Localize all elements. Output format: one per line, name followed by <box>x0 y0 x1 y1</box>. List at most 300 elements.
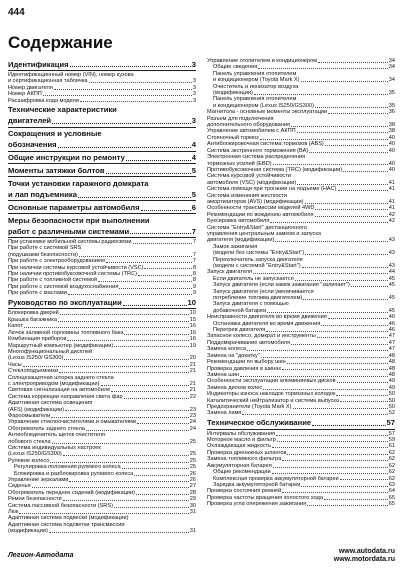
toc-entry-title: Управление автомобилем с АКПП <box>207 128 296 135</box>
dot-leader <box>340 479 388 480</box>
toc-page-number: 40 <box>388 141 395 148</box>
dot-leader <box>114 507 189 508</box>
toc-page-number: 26 <box>189 470 196 477</box>
toc-entry-title: Электронная система распределения <box>207 154 306 161</box>
dot-leader <box>272 473 388 474</box>
dot-leader <box>297 184 387 185</box>
toc-entry-title: Проверка дренажных шлангов <box>207 449 287 456</box>
toc-page-number: 48 <box>388 359 395 366</box>
toc-page-number: 27 <box>189 483 196 490</box>
toc-page-number: 62 <box>388 469 395 476</box>
toc-entry <box>8 528 196 534</box>
toc-entry-title: Номер двигателя <box>8 84 53 91</box>
dot-leader <box>242 414 387 415</box>
dot-leader <box>43 95 192 96</box>
toc-right-column <box>207 58 395 508</box>
toc-entry-title: двигателей <box>8 116 52 126</box>
toc-entry-title: Моменты затяжки болтов <box>8 165 105 175</box>
toc-section-heading <box>8 180 196 188</box>
toc-entry-title: Обогреватель передних сидений (модификации) <box>8 489 136 496</box>
toc-entry-title: обозначения <box>8 140 57 150</box>
toc-page-number: 49 <box>388 378 395 385</box>
toc-entry-title: Антиблокировочная система тормозов (ABS) <box>207 141 324 148</box>
toc-page-number: 47 <box>388 346 395 353</box>
toc-entry-title: Панель управления отопителем <box>213 96 297 103</box>
dot-leader <box>317 337 388 338</box>
dot-leader <box>260 139 388 140</box>
toc-page-number: 9 <box>192 290 196 297</box>
toc-entry-title: дополнительного оборудования <box>207 122 290 129</box>
dot-leader <box>328 318 388 319</box>
toc-page-number: 45 <box>388 295 395 302</box>
toc-entry-title: автомобиля (VSC) (модификации) <box>207 179 297 186</box>
dot-leader <box>63 500 189 501</box>
toc-entry-title: Проверка частоты вращения холостого хода <box>207 494 323 501</box>
toc-page-number: 41 <box>388 205 395 212</box>
toc-entry-title: Управление зеркалами <box>8 477 69 484</box>
toc-page-number: 28 <box>189 489 196 496</box>
dot-leader <box>297 132 388 133</box>
dot-leader <box>263 389 388 390</box>
toc-entry-title: (AFS) (модификации) <box>8 406 64 413</box>
toc-entry-title: Панель управления отопителем <box>213 70 297 77</box>
toc-page-number: 38 <box>388 128 395 135</box>
toc-page-number: 16 <box>189 336 196 343</box>
toc-entry-title: Рулевое колесо <box>8 457 50 464</box>
dot-leader <box>305 203 388 204</box>
section-rule <box>8 237 196 238</box>
toc-entry-title: Каталитический нейтрализатор и система выпуска <box>207 397 340 404</box>
toc-page-number: 44 <box>388 269 395 276</box>
dot-leader <box>64 359 188 360</box>
toc-page-number: 36 <box>388 109 395 116</box>
toc-page-number: 16 <box>189 323 196 330</box>
toc-page-number: 25 <box>189 438 196 445</box>
toc-entry-title: При работе с топливной системой <box>8 277 98 284</box>
dot-leader <box>123 305 187 306</box>
toc-page-number: 10 <box>189 310 196 317</box>
toc-entry-title: Рекомендации по вождению автомобиля <box>207 211 314 218</box>
toc-section-heading <box>8 106 196 114</box>
toc-page-number: 7 <box>192 238 196 245</box>
dot-leader <box>267 312 387 313</box>
dot-leader <box>247 350 388 351</box>
dot-leader <box>106 262 192 263</box>
toc-page-number: 40 <box>388 147 395 154</box>
dot-leader <box>60 314 189 315</box>
toc-page-number: 42 <box>388 211 395 218</box>
dot-leader <box>324 499 388 500</box>
toc-entry-title: добавочной батареи <box>213 307 267 314</box>
toc-page-number: 62 <box>388 456 395 463</box>
dot-leader <box>133 243 192 244</box>
dot-leader <box>134 475 189 476</box>
toc-entry-title: (модификации) <box>213 90 253 97</box>
dot-leader <box>52 443 189 444</box>
toc-entry-title: Запуск двигателя <box>207 269 253 276</box>
toc-entry-title: Особенности трансмиссии моделей 4WD <box>207 205 315 212</box>
dot-leader <box>32 487 189 488</box>
toc-page-number: 25 <box>189 464 196 471</box>
dot-leader <box>337 382 388 383</box>
dot-leader <box>50 462 188 463</box>
toc-entry-title: Часы <box>8 361 22 368</box>
toc-entry-title: Замена на "докатку" <box>207 352 260 359</box>
toc-page-number: 30 <box>189 502 196 509</box>
dot-leader <box>307 505 388 506</box>
toc-entry <box>8 290 196 296</box>
toc-page-number: 40 <box>388 166 395 173</box>
toc-entry-title: и кондиционером (Toyota Mark X) <box>213 77 300 84</box>
toc-entry-title: Основные параметры автомобиля <box>8 202 140 212</box>
toc-entry-title: Сокращения и условные <box>8 129 102 139</box>
toc-page-number: 3 <box>192 91 196 98</box>
dot-leader <box>340 401 388 402</box>
dot-leader <box>124 334 188 335</box>
toc-entry-title: Переключатель запуска двигателя <box>213 256 303 263</box>
toc-entry-title: Общие рекомендации <box>213 469 271 476</box>
toc-entry-title: Солнцезащитная шторка заднего стекла <box>8 374 114 381</box>
toc-page-number: 21 <box>189 368 196 375</box>
toc-entry-title: Система индивидуальных настроек <box>8 445 101 451</box>
dot-leader <box>240 376 388 377</box>
dot-leader <box>124 398 189 399</box>
dot-leader <box>291 344 388 345</box>
toc-page-number: 21 <box>189 361 196 368</box>
toc-entry-title: Система экстренного торможения (ВА) <box>207 147 309 154</box>
toc-page-number: 15 <box>189 316 196 323</box>
dot-leader <box>54 89 192 90</box>
toc-page-number: 6 <box>191 202 196 212</box>
dot-leader <box>309 152 388 153</box>
toc-page-number: 7 <box>191 226 196 236</box>
dot-leader <box>24 327 189 328</box>
dot-leader <box>126 160 191 161</box>
dot-leader <box>343 171 388 172</box>
toc-entry-title: Блокировка и разблокировка рулевого колеса <box>14 470 134 477</box>
toc-entry-title: потребление топлива двигателем) <box>213 295 303 302</box>
toc-entry-title: (подушками безопасности) <box>8 251 78 258</box>
toc-entry-title: Охлаждающая жидкость <box>207 443 272 450</box>
toc-entry-title: Моторное масло и фильтр <box>207 437 276 444</box>
toc-page-number: 62 <box>388 449 395 456</box>
toc-entry-title: Запасное колесо, домкрат и инструменты <box>207 333 316 340</box>
toc-entry-title: Запуск двигателя (если замок зажигания "залипает") <box>213 282 350 289</box>
dot-leader <box>275 241 387 242</box>
toc-page-number: 3 <box>191 59 196 69</box>
dot-leader <box>315 209 387 210</box>
dot-leader <box>328 113 388 114</box>
toc-entry-title: Система помощи при трогании на подъеме (HAC) <box>207 186 337 193</box>
toc-entry-title: Идентификация <box>8 59 69 69</box>
toc-entry-title: с электроприводом (модификации) <box>8 380 100 387</box>
toc-page-number: 21 <box>189 387 196 394</box>
toc-page-number: 65 <box>388 494 395 501</box>
dot-leader <box>101 385 189 386</box>
toc-page-number: 21 <box>189 380 196 387</box>
dot-leader <box>111 391 189 392</box>
dot-leader <box>325 145 388 146</box>
website-link[interactable]: www.autodata.ru <box>338 548 395 555</box>
toc-entry-title: При работе с системой SRS <box>8 245 82 252</box>
toc-entry-title: Ремни безопасности <box>8 496 62 503</box>
toc-entry-title: Система изменения жесткости <box>207 192 288 199</box>
toc-entry-title: При наличии противобуксовочной системы (TRC) <box>8 270 137 277</box>
toc-entry-title: Общие инструкции по ремонту <box>8 153 125 163</box>
toc-entry-title: Замена ламп <box>207 410 242 417</box>
toc-page-number: 8 <box>192 264 196 271</box>
toc-page-number: 3 <box>192 97 196 104</box>
toc-section-heading <box>207 419 395 427</box>
toc-page-number: 45 <box>388 275 395 282</box>
toc-entry-title: Расшифровка кода модели <box>8 97 79 104</box>
toc-page-number: 4 <box>191 153 196 163</box>
toc-page-number: 59 <box>388 437 395 444</box>
dot-leader <box>86 430 189 431</box>
toc-page-number: 3 <box>191 116 196 126</box>
toc-page-number: 40 <box>388 160 395 167</box>
toc-page-number: 34 <box>388 64 395 71</box>
toc-entry-title: Стеклоподъемники <box>8 368 58 375</box>
toc-page-number: 57 <box>386 418 395 428</box>
toc-entry-title: Система коррекции направления света фар <box>8 393 123 400</box>
dot-leader <box>303 299 387 300</box>
toc-entry-title: Замена дисков колес <box>207 384 263 391</box>
toc-section-heading <box>8 217 196 225</box>
section-rule <box>8 151 196 152</box>
toc-entry-title: Предохранители (Toyota Mark X) <box>207 403 292 410</box>
toc-entry-title: Сиденья <box>8 483 31 490</box>
toc-entry-title: Точки установки гаражного домкрата <box>8 178 149 188</box>
toc-page-number: 29 <box>189 496 196 503</box>
dot-leader <box>315 216 388 217</box>
toc-entry-title: Запуск двигателя (если увеличивается <box>213 288 314 295</box>
toc-page-number: 63 <box>388 481 395 488</box>
toc-page-number: 25 <box>189 457 196 464</box>
toc-page-number: 22 <box>189 393 196 400</box>
toc-entry-title: Техническое обслуживание <box>207 418 312 428</box>
page-number: 444 <box>8 7 25 18</box>
toc-entry-title: Световая сигнализация на автомобиле <box>8 387 111 394</box>
dot-leader <box>258 68 388 69</box>
dot-leader <box>273 467 388 468</box>
dot-leader <box>119 288 192 289</box>
toc-page-number: 34 <box>388 58 395 64</box>
toc-entry-title: При работе с маслами <box>8 290 67 297</box>
toc-page-number: 7 <box>192 251 196 258</box>
dot-leader <box>122 468 189 469</box>
toc-page-number: 62 <box>388 462 395 469</box>
toc-entry-title: Люк <box>8 509 19 516</box>
dot-leader <box>130 233 191 234</box>
dot-leader <box>80 101 192 102</box>
toc-page-number: 16 <box>189 329 196 336</box>
section-rule <box>8 176 196 177</box>
toc-entry-title: Противобуксовочная система (TRC) (модификации) <box>207 166 343 173</box>
toc-page-number: 8 <box>192 270 196 277</box>
toc-entry-title: Остановка двигателя во время движения <box>213 320 321 327</box>
dot-leader <box>114 346 189 347</box>
dot-leader <box>136 494 189 495</box>
toc-page-number: 41 <box>388 179 395 186</box>
toc-page-number: 43 <box>388 250 395 257</box>
toc-section-heading <box>8 299 196 307</box>
toc-entry-title: Очиститель и ионизатор воздуха <box>213 83 299 90</box>
toc-entry-title: Регулировка положения рулевого колеса <box>14 464 121 471</box>
toc-section-heading <box>8 167 196 175</box>
toc-page-number: 61 <box>388 443 395 450</box>
toc-page-number: 64 <box>388 488 395 495</box>
toc-entry-title: При работе с электрооборудованием <box>8 258 105 265</box>
toc-entry <box>8 98 196 104</box>
dot-leader <box>63 455 189 456</box>
toc-entry-title: Крышка багажника <box>8 316 57 323</box>
toc-page-number: 47 <box>388 339 395 346</box>
toc-page-number: 48 <box>388 352 395 359</box>
toc-entry-title: и сертификационная табличка <box>8 78 88 85</box>
toc-page-number: 25 <box>189 451 196 458</box>
website-link[interactable]: www.motordata.ru <box>333 556 395 563</box>
dot-leader <box>59 372 189 373</box>
toc-page-number: 40 <box>388 134 395 141</box>
dot-leader <box>287 454 387 455</box>
dot-leader <box>282 492 388 493</box>
toc-entry-title: Если двигатель не запускается <box>213 275 294 282</box>
toc-entry-title: При работе с системой воздухоснабжения <box>8 283 119 290</box>
dot-leader <box>261 357 388 358</box>
toc-page-number: 8 <box>192 277 196 284</box>
dot-leader <box>98 281 192 282</box>
toc-entry-title: Фароомыватели <box>8 412 51 419</box>
toc-entry-title: Многофункциональный дисплей <box>8 348 93 355</box>
toc-page-number: 19 <box>189 342 196 349</box>
toc-entry-title: Блокировка дверей <box>8 310 59 317</box>
section-rule <box>207 429 395 430</box>
toc-section-heading <box>8 117 196 125</box>
toc-entry-title: Капот <box>8 323 23 330</box>
toc-entry-title: лобового стекла <box>8 438 51 445</box>
toc-entry-title: Замок зажигания <box>213 243 258 250</box>
toc-page-number: 57 <box>388 430 395 437</box>
toc-entry-title: Замена топливного фильтра <box>207 456 282 463</box>
toc-entry-title: Адаптивная система освещения <box>8 400 93 407</box>
toc-section-heading <box>8 191 196 199</box>
dot-leader <box>49 532 189 533</box>
toc-page-number: 42 <box>388 218 395 225</box>
toc-page-number: 48 <box>388 365 395 372</box>
toc-entry-title: При наличии системы курсовой устойчивости (VSC) <box>8 264 144 271</box>
toc-page-number: 24 <box>189 425 196 432</box>
toc-entry-title: Лючок заливной горловины топливного бака <box>8 329 124 336</box>
toc-entry-title: Проверка угла опережения зажигания <box>207 501 307 508</box>
toc-section-heading <box>8 154 196 162</box>
toc-page-number: 3 <box>192 84 196 91</box>
dot-leader <box>253 273 388 274</box>
page-title: Содержание <box>8 33 113 52</box>
toc-page-number: 3 <box>192 78 196 85</box>
toc-page-number: 45 <box>388 307 395 314</box>
toc-page-number: 35 <box>388 90 395 97</box>
toc-entry-title: амортизаторов (AVS) (модификации) <box>207 198 304 205</box>
toc-entry-title: работ с различными системами <box>8 226 130 236</box>
dot-leader <box>282 369 388 370</box>
toc-entry-title: Обогреватель заднего стекла <box>8 425 85 432</box>
toc-page-number: 50 <box>388 397 395 404</box>
toc-section-heading <box>8 228 196 236</box>
toc-entry-title: Комплексная проверка аккумуляторной батареи <box>213 475 339 482</box>
toc-entry-title: (Lexus IS250/GS300) <box>8 451 62 458</box>
toc-page-number: 4 <box>191 140 196 150</box>
toc-entry-title: Управление стеклоочистителями и омывателями <box>8 419 136 426</box>
toc-page-number: 43 <box>388 237 395 244</box>
toc-entry-title: Идентификационный номер (VIN), номер кузова <box>8 71 134 78</box>
toc-page-number: 52 <box>388 410 395 417</box>
toc-page-number: 26 <box>189 477 196 484</box>
dot-leader <box>276 435 388 436</box>
toc-entry-title: Маршрутный компьютер (модификации) <box>8 342 114 349</box>
toc-entry-title: Поддомкрачивание автомобиля <box>207 339 291 346</box>
dot-leader <box>302 267 388 268</box>
toc-entry-title: Проверка давления в шинах <box>207 365 282 372</box>
toc-entry-title: Адаптивная система подсветки трансмиссии <box>8 521 125 528</box>
toc-entry-title: (Lexus IS250/ GS300) <box>8 355 64 362</box>
toc-entry-title: Аккумуляторная батарея <box>207 462 272 469</box>
toc-page-number: 5 <box>191 165 196 175</box>
toc-page-number: 38 <box>388 122 395 129</box>
dot-leader <box>65 410 189 411</box>
toc-page-number: 46 <box>388 320 395 327</box>
toc-page-number: 65 <box>388 501 395 508</box>
dot-leader <box>272 447 388 448</box>
section-rule <box>8 213 196 214</box>
toc-entry-title: Меры безопасности при выполнении <box>8 215 150 225</box>
dot-leader <box>141 210 191 211</box>
toc-entry-title: (модификации) <box>8 528 48 535</box>
footer-websites <box>334 548 395 564</box>
toc-entry-title: Зарядка аккумуляторной батареи <box>213 481 301 488</box>
toc-page-number: 48 <box>388 371 395 378</box>
dot-leader <box>70 66 191 67</box>
section-rule <box>8 70 196 71</box>
dot-leader <box>287 363 388 364</box>
toc-entry-title: и кондиционером (Lexus IS250/GS300) <box>213 102 314 109</box>
dot-leader <box>321 325 387 326</box>
toc-entry-title: Перегрев двигателя <box>213 327 266 334</box>
dot-leader <box>51 417 188 418</box>
toc-entry-title: Руководство по эксплуатации <box>8 298 122 308</box>
publisher-name: Легион-Автодата <box>8 552 74 559</box>
toc-entry-title: Рекомендации по выбору шин <box>207 359 286 366</box>
toc-section-heading <box>8 204 196 212</box>
toc-entry-title: Замена шин <box>207 371 239 378</box>
toc-page-number: 41 <box>388 198 395 205</box>
dot-leader <box>336 395 387 396</box>
dot-leader <box>23 366 189 367</box>
toc-page-number: 45 <box>388 282 395 289</box>
dot-leader <box>58 321 189 322</box>
toc-page-number: 7 <box>192 258 196 265</box>
toc-page-number: 47 <box>388 333 395 340</box>
toc-entry-title: Система курсовой устойчивости <box>207 173 291 180</box>
dot-leader <box>19 513 188 514</box>
toc-entry <box>207 501 395 507</box>
dot-leader <box>52 123 191 124</box>
toc-page-number: 5 <box>191 189 196 199</box>
toc-page-number: 20 <box>189 355 196 362</box>
toc-page-number: 43 <box>388 263 395 269</box>
toc-page-number: 23 <box>189 412 196 419</box>
dot-leader <box>138 275 192 276</box>
